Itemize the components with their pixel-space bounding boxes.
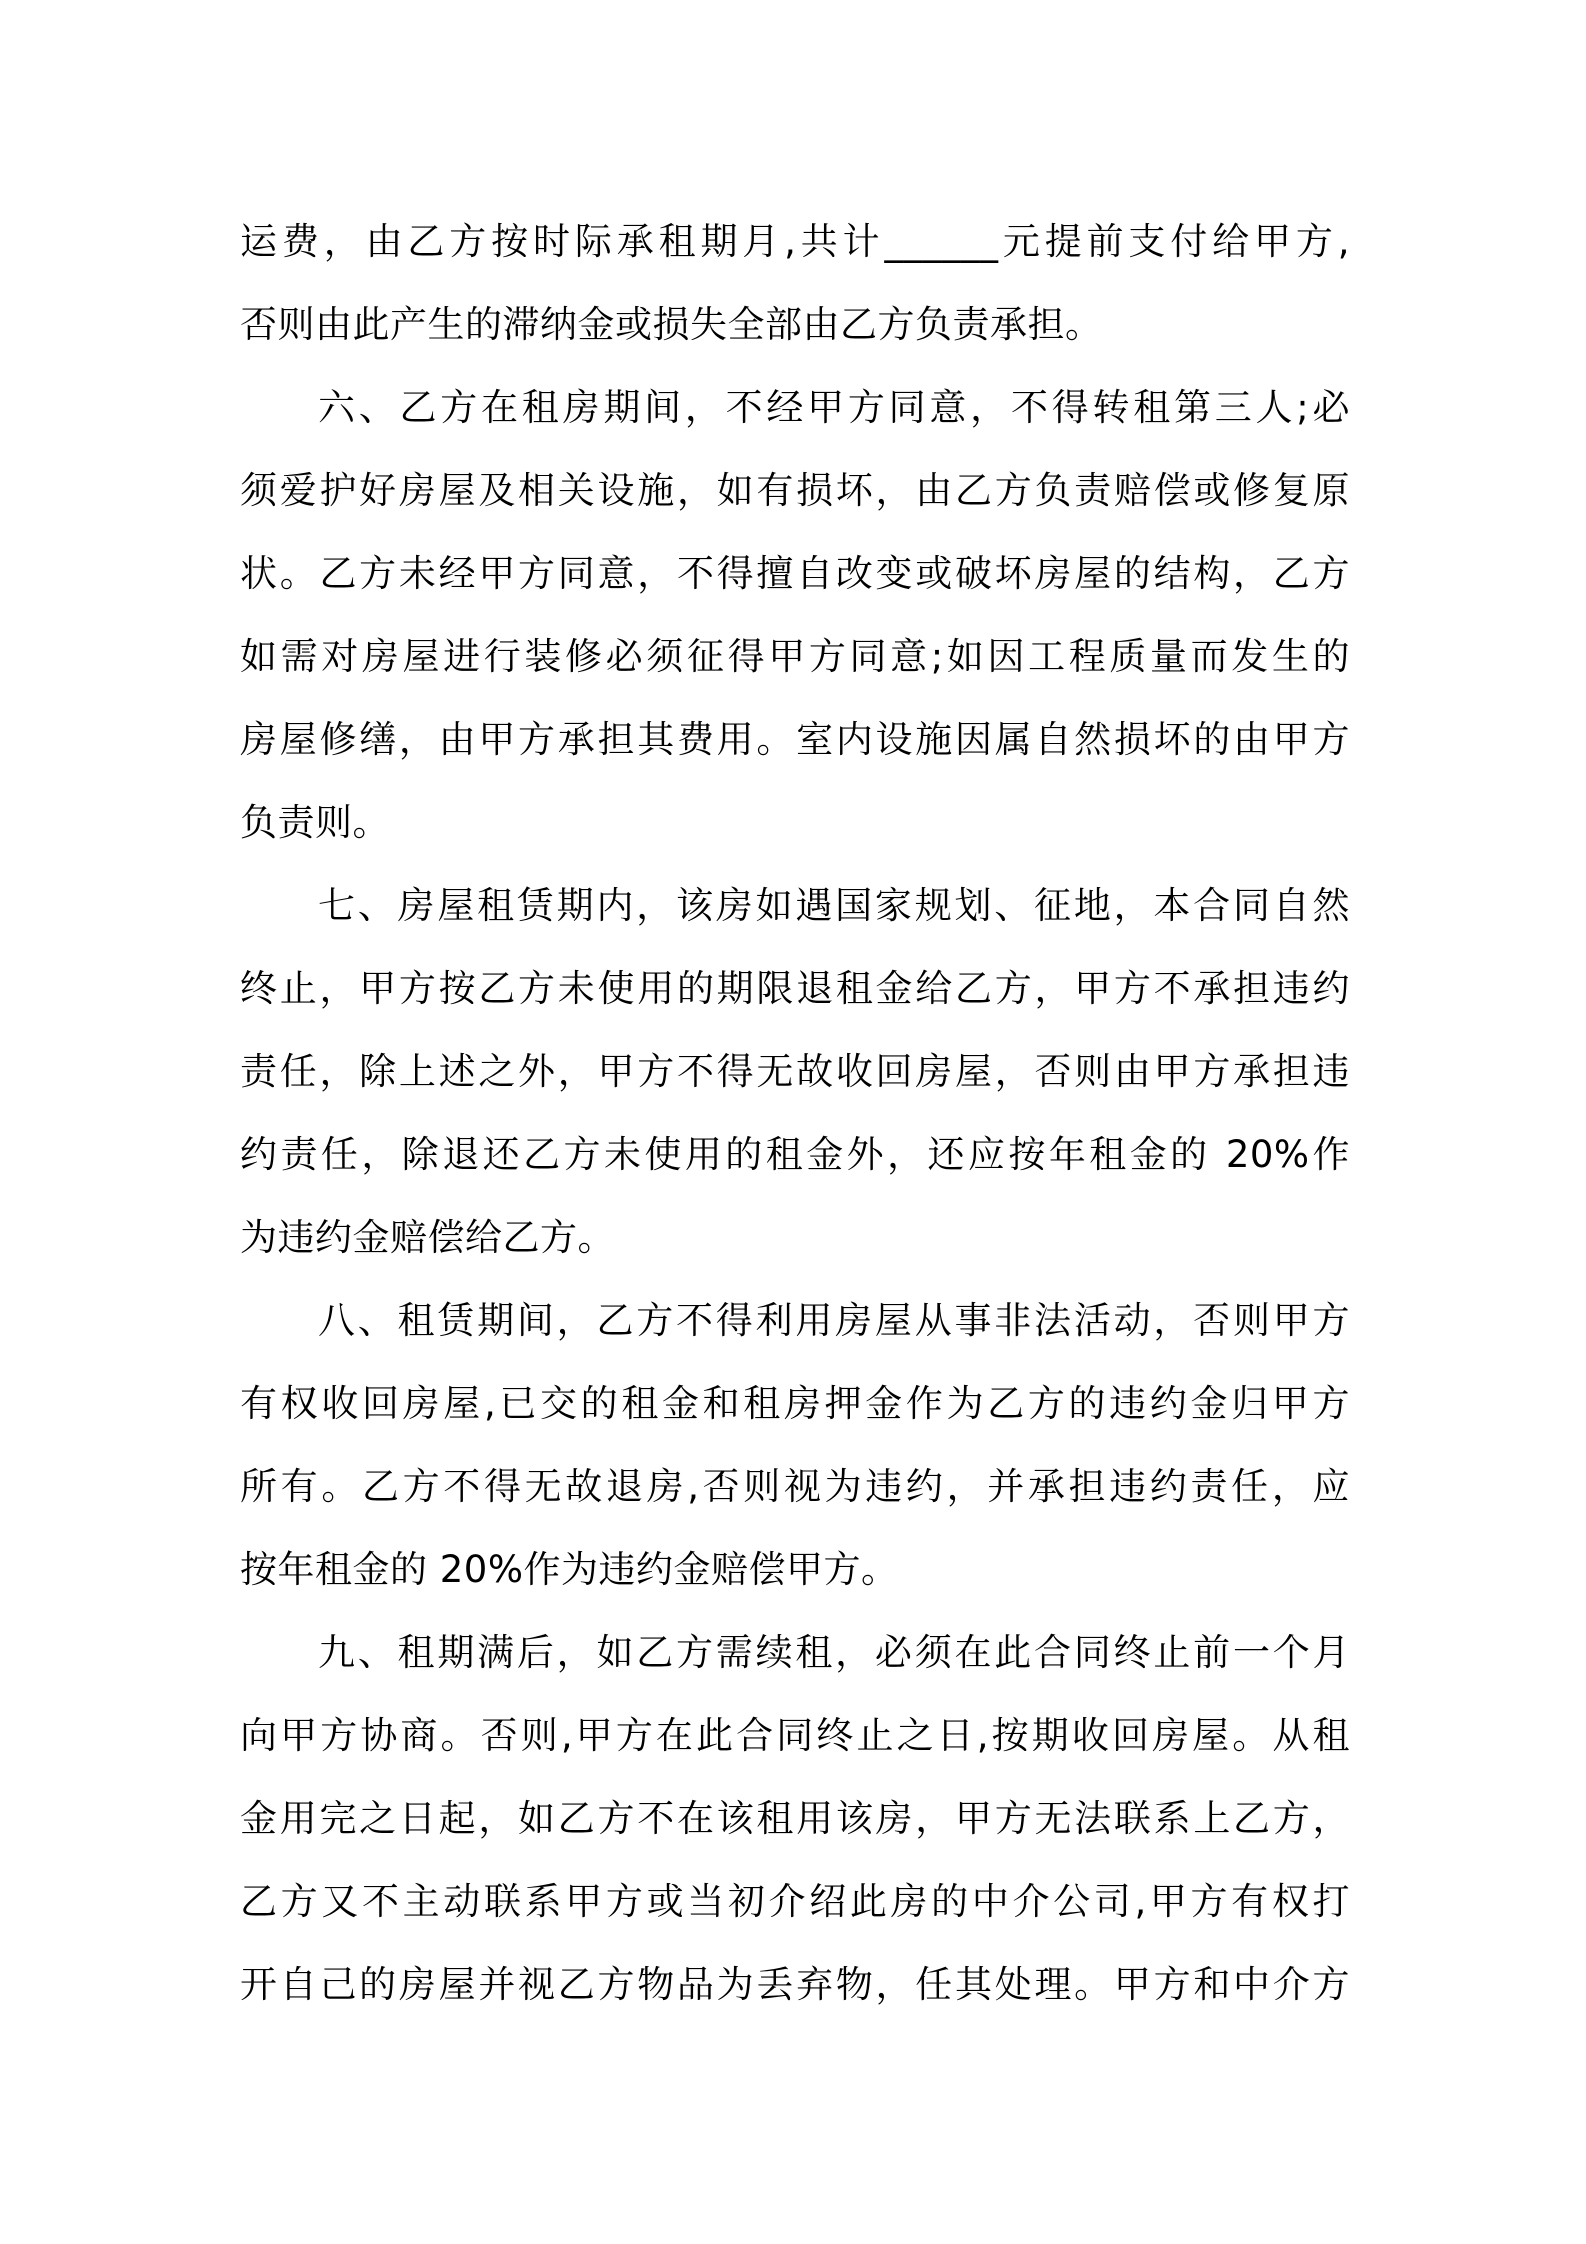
clause-8-first-line: 八、租赁期间，乙方不得利用房屋从事非法活动，否则甲方: [318, 1299, 1350, 1342]
text-line: 为违约金赔偿给乙方。: [240, 1216, 615, 1259]
text-line: 负责则。: [240, 801, 390, 844]
clause-9-first-line: 九、租期满后，如乙方需续租，必须在此合同终止前一个月: [318, 1631, 1350, 1674]
text-line: 开自己的房屋并视乙方物品为丢弃物，任其处理。甲方和中介方: [240, 1963, 1350, 2006]
text-line: 房屋修缮，由甲方承担其费用。室内设施因属自然损坏的由甲方: [240, 718, 1350, 761]
clause-7-first-line: 七、房屋租赁期内，该房如遇国家规划、征地，本合同自然: [318, 884, 1350, 927]
document-body: [240, 200, 1350, 2026]
text-line: 所有。乙方不得无故退房,否则视为违约，并承担违约责任，应: [240, 1465, 1350, 1508]
text-line: 乙方又不主动联系甲方或当初介绍此房的中介公司,甲方有权打: [240, 1880, 1350, 1923]
text-line: 运费，由乙方按时际承租期月,共计______元提前支付给甲方,: [240, 220, 1350, 263]
text-line: 责任，除上述之外，甲方不得无故收回房屋，否则由甲方承担违: [240, 1050, 1350, 1093]
text-line: 约责任，除退还乙方未使用的租金外，还应按年租金的 20%作: [240, 1133, 1350, 1176]
text-line: 须爱护好房屋及相关设施，如有损坏，由乙方负责赔偿或修复原: [240, 469, 1350, 512]
text-line: 金用完之日起，如乙方不在该租用该房，甲方无法联系上乙方，: [240, 1797, 1350, 1840]
text-line: 按年租金的 20%作为违约金赔偿甲方。: [240, 1548, 899, 1591]
text-line: 终止，甲方按乙方未使用的期限退租金给乙方，甲方不承担违约: [240, 967, 1350, 1010]
text-line: 状。乙方未经甲方同意，不得擅自改变或破坏房屋的结构，乙方: [240, 552, 1350, 595]
text-line: 否则由此产生的滞纳金或损失全部由乙方负责承担。: [240, 303, 1103, 346]
text-line: 有权收回房屋,已交的租金和租房押金作为乙方的违约金归甲方: [240, 1382, 1350, 1425]
text-line: 向甲方协商。否则,甲方在此合同终止之日,按期收回房屋。从租: [240, 1714, 1350, 1757]
text-line: 如需对房屋进行装修必须征得甲方同意;如因工程质量而发生的: [240, 635, 1350, 678]
clause-6-first-line: 六、乙方在租房期间，不经甲方同意，不得转租第三人;必: [318, 386, 1350, 429]
